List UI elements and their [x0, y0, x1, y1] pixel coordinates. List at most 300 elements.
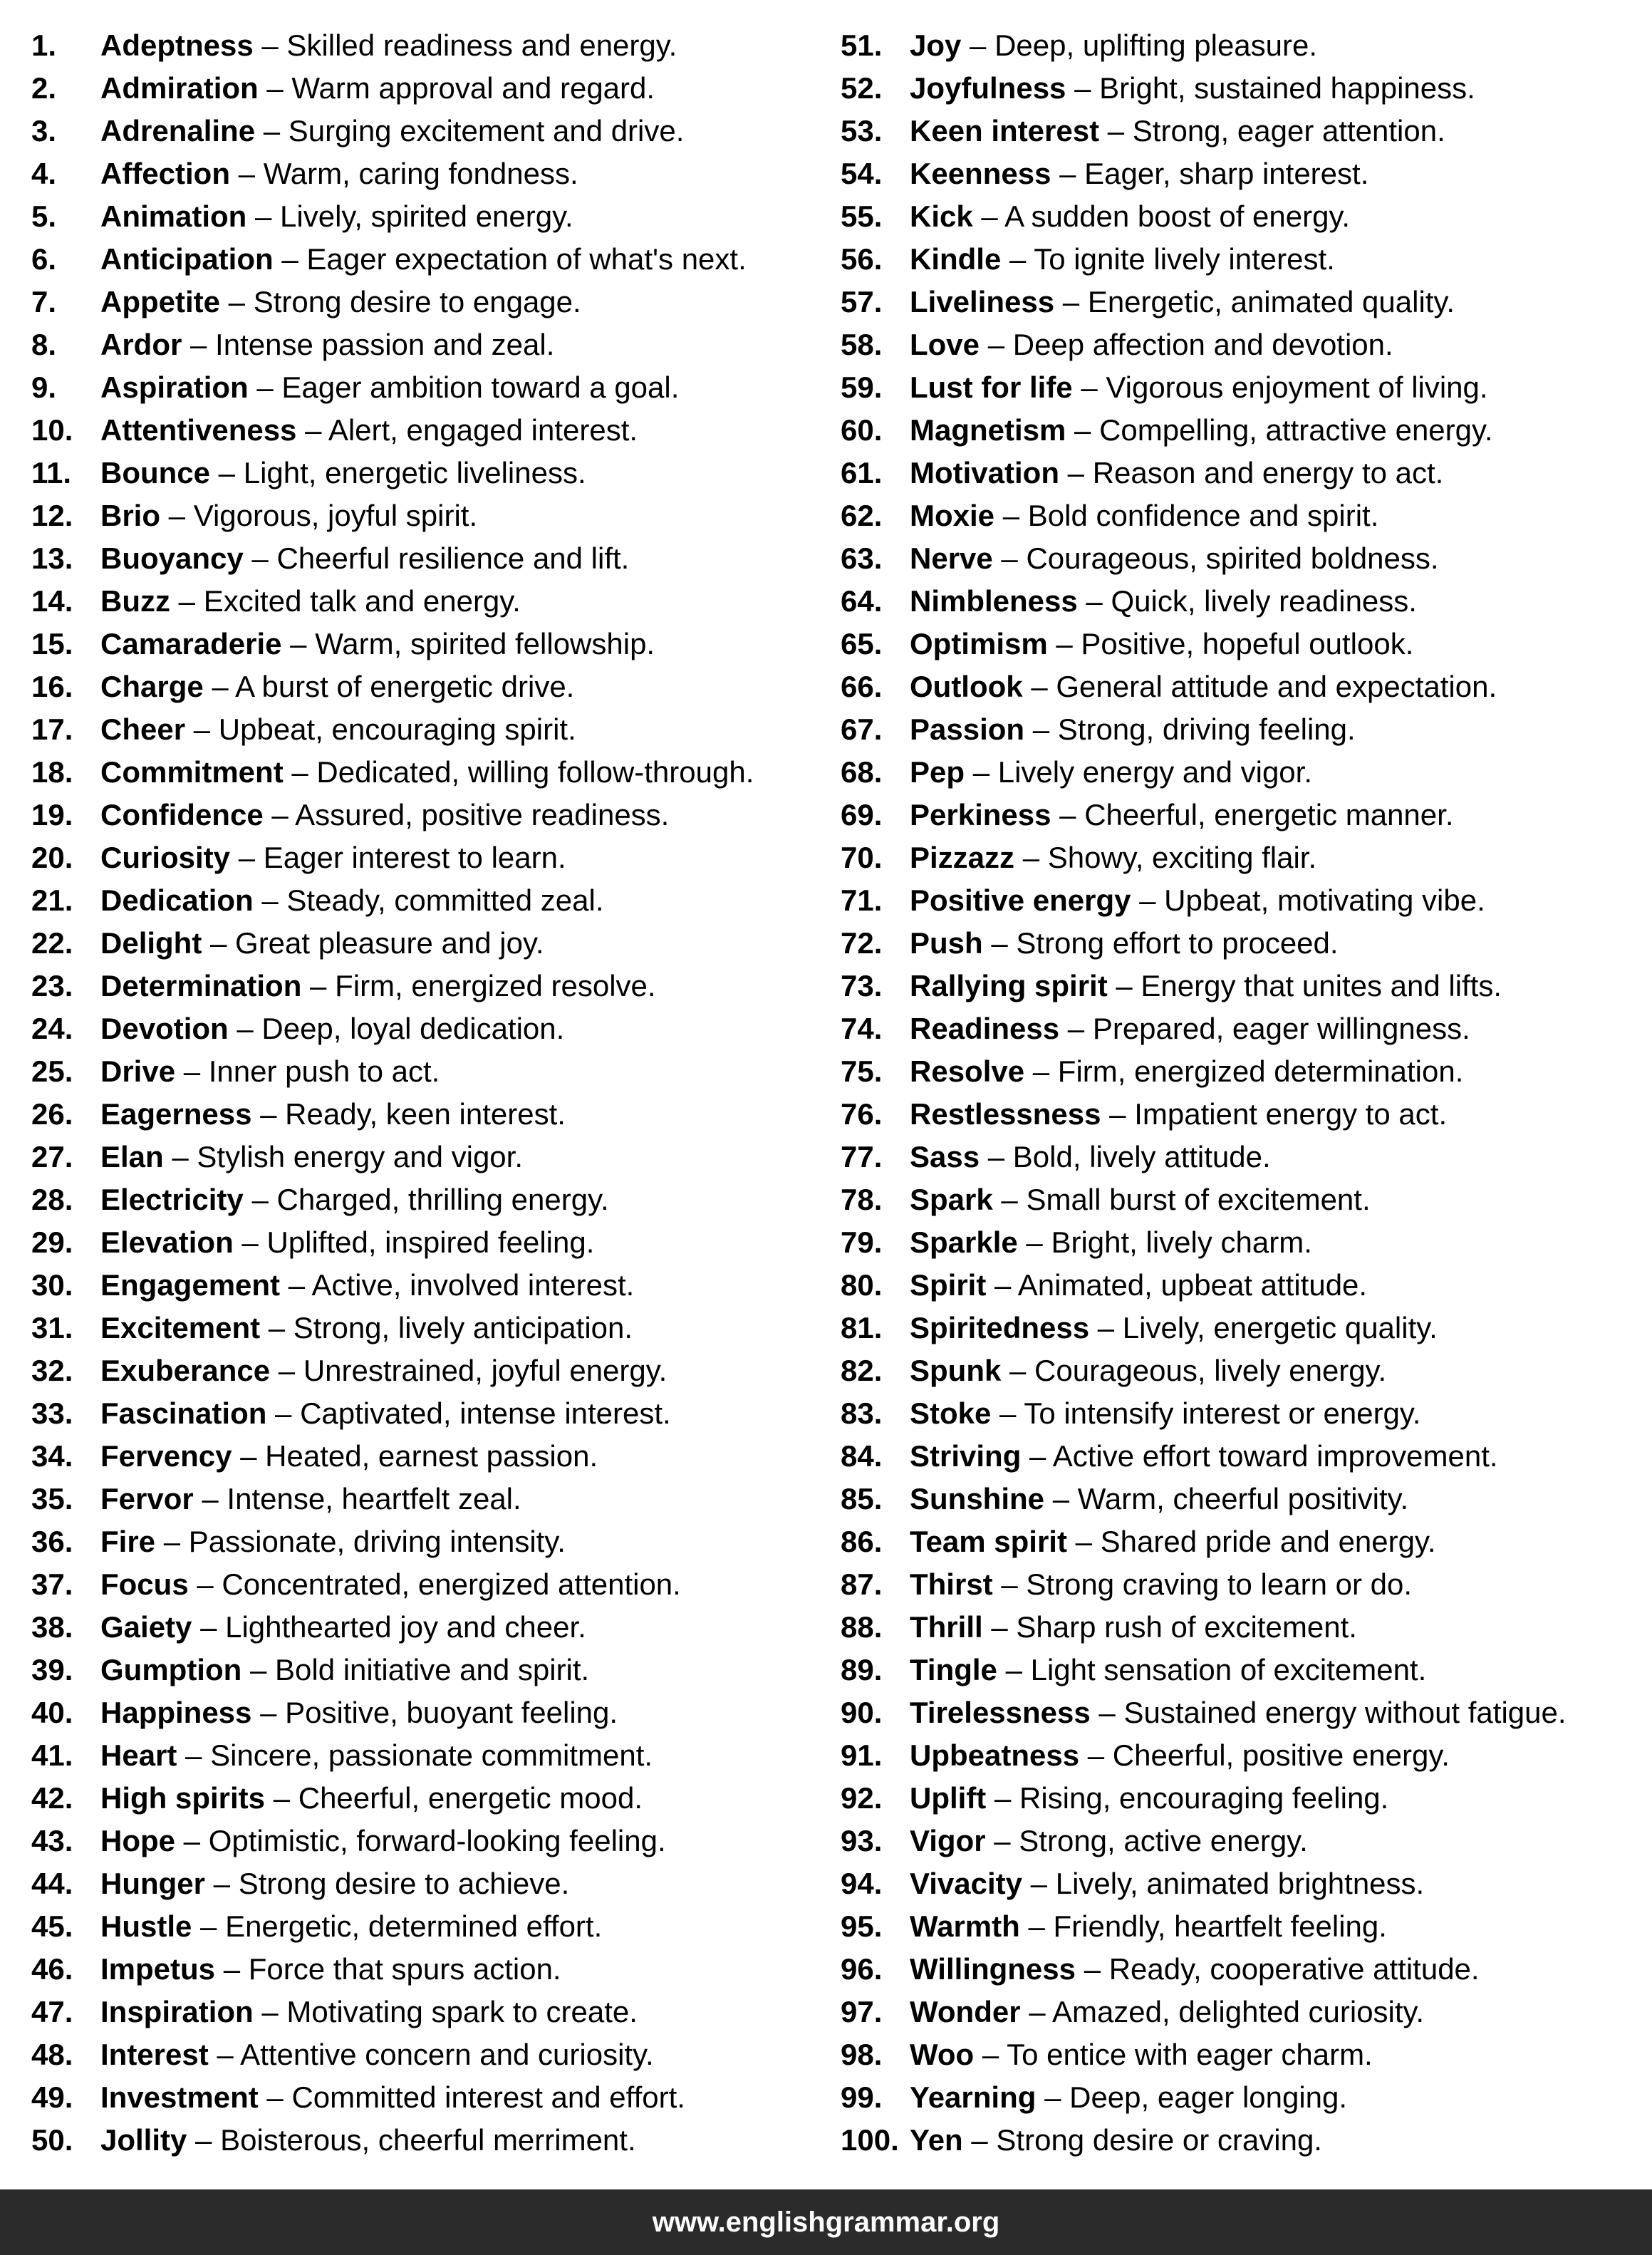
item-definition: Strong craving to learn or do.: [1026, 1567, 1413, 1601]
item-term: Happiness: [100, 1696, 252, 1729]
item-separator: –: [193, 1482, 227, 1515]
list-item: [31, 366, 836, 409]
item-term: Pep: [910, 755, 965, 789]
item-number: 22.: [31, 926, 73, 960]
list-item: [841, 1563, 1652, 1606]
item-text: [910, 1734, 1450, 1777]
item-number: 14.: [31, 584, 73, 618]
item-text: [100, 708, 576, 751]
item-number: 63.: [841, 541, 883, 575]
item-separator: –: [228, 1012, 262, 1045]
item-separator: –: [1059, 1012, 1093, 1045]
list-item: [31, 152, 836, 195]
item-number: 24.: [31, 1012, 73, 1045]
list-item: [841, 2119, 1652, 2162]
item-definition: Heated, earnest passion.: [265, 1439, 598, 1473]
item-text: [100, 152, 578, 195]
item-definition: Active, involved interest.: [311, 1268, 635, 1302]
item-term: Willingness: [910, 1952, 1076, 1986]
list-item: [841, 238, 1652, 281]
item-definition: Cheerful, energetic manner.: [1084, 798, 1454, 831]
item-definition: Friendly, heartfelt feeling.: [1053, 1909, 1387, 1943]
item-number: 4.: [31, 157, 57, 190]
item-text: [910, 751, 1312, 794]
item-definition: Lively, animated brightness.: [1055, 1867, 1425, 1900]
list-item: [31, 1392, 836, 1435]
item-definition: Rising, encouraging feeling.: [1019, 1781, 1389, 1815]
item-text: [910, 409, 1493, 452]
item-number: 77.: [841, 1140, 883, 1173]
item-text: [910, 1435, 1498, 1478]
list-item: [841, 152, 1652, 195]
item-term: Woo: [910, 2038, 975, 2071]
item-definition: Firm, energized resolve.: [335, 969, 656, 1002]
item-term: Bounce: [100, 456, 211, 489]
item-term: Kindle: [910, 242, 1002, 276]
item-text: [100, 1948, 561, 1991]
item-number: 62.: [841, 499, 883, 532]
item-text: [910, 922, 1339, 965]
item-definition: Courageous, spirited boldness.: [1026, 541, 1439, 575]
item-text: [100, 494, 477, 537]
item-text: [910, 238, 1335, 281]
item-separator: –: [281, 627, 316, 660]
item-term: Affection: [100, 157, 230, 190]
item-text: [910, 1606, 1357, 1649]
item-number: 87.: [841, 1567, 883, 1601]
item-separator: –: [982, 926, 1017, 960]
item-text: [100, 1905, 602, 1948]
item-number: 1.: [31, 28, 57, 62]
item-number: 76.: [841, 1097, 883, 1131]
item-separator: –: [177, 1738, 211, 1772]
item-separator: –: [1051, 157, 1085, 190]
item-text: [910, 965, 1502, 1007]
item-number: 42.: [31, 1781, 73, 1815]
item-definition: Stylish energy and vigor.: [197, 1140, 523, 1173]
item-separator: –: [263, 798, 296, 831]
item-text: [910, 2033, 1373, 2076]
item-text: [910, 537, 1439, 580]
item-text: [910, 1691, 1567, 1734]
item-number: 52.: [841, 71, 883, 105]
item-definition: Courageous, lively energy.: [1034, 1354, 1387, 1387]
item-separator: –: [980, 1140, 1013, 1173]
item-term: Kick: [910, 199, 973, 233]
item-term: Warmth: [910, 1909, 1020, 1943]
item-text: [910, 1349, 1386, 1392]
item-definition: Eager expectation of what's next.: [306, 242, 747, 276]
item-separator: –: [1054, 285, 1088, 318]
item-text: [910, 1093, 1447, 1136]
item-term: High spirits: [100, 1781, 266, 1815]
item-definition: Eager ambition toward a goal.: [281, 370, 680, 404]
item-definition: Shared pride and energy.: [1100, 1525, 1436, 1558]
list-item: [841, 67, 1652, 110]
item-text: [100, 1349, 667, 1392]
item-text: [910, 1991, 1424, 2033]
item-term: Tingle: [910, 1653, 997, 1686]
item-number: 34.: [31, 1439, 73, 1473]
list-item: [841, 366, 1652, 409]
item-separator: –: [255, 114, 289, 147]
item-separator: –: [175, 1054, 209, 1088]
item-separator: –: [248, 370, 282, 404]
item-number: 5.: [31, 199, 57, 233]
item-definition: Deep, uplifting pleasure.: [994, 28, 1318, 62]
item-definition: Positive, hopeful outlook.: [1081, 627, 1414, 660]
item-term: Nimbleness: [910, 584, 1078, 618]
item-number: 27.: [31, 1140, 73, 1173]
item-separator: –: [992, 541, 1027, 575]
item-separator: –: [1051, 798, 1085, 831]
item-text: [100, 1478, 521, 1520]
item-term: Vigor: [910, 1824, 986, 1857]
item-term: Fascination: [100, 1396, 267, 1430]
item-number: 17.: [31, 712, 73, 746]
list-item: [31, 452, 836, 494]
item-text: [910, 366, 1488, 409]
item-definition: Alert, engaged interest.: [328, 413, 638, 447]
item-term: Pizzazz: [910, 841, 1015, 874]
item-term: Drive: [100, 1054, 176, 1088]
item-definition: Prepared, eager willingness.: [1092, 1012, 1470, 1045]
item-number: 50.: [31, 2123, 73, 2157]
item-number: 16.: [31, 670, 73, 703]
item-text: [100, 1307, 633, 1349]
item-definition: Bright, lively charm.: [1051, 1225, 1312, 1259]
item-separator: –: [301, 969, 336, 1002]
item-separator: –: [1020, 1995, 1052, 2028]
item-definition: Sharp rush of excitement.: [1016, 1610, 1357, 1644]
list-item: [841, 1777, 1652, 1820]
item-number: 39.: [31, 1653, 73, 1686]
item-number: 97.: [841, 1995, 883, 2028]
item-term: Determination: [100, 969, 302, 1002]
item-term: Hunger: [100, 1867, 205, 1900]
item-number: 85.: [841, 1482, 883, 1515]
item-term: Joy: [910, 28, 962, 62]
item-number: 6.: [31, 242, 57, 276]
item-term: Hope: [100, 1824, 175, 1857]
item-definition: Energy that unites and lifts.: [1141, 969, 1502, 1002]
item-term: Admiration: [100, 71, 259, 105]
item-term: Lust for life: [910, 370, 1073, 404]
item-term: Buzz: [100, 584, 170, 618]
item-number: 15.: [31, 627, 73, 660]
item-number: 40.: [31, 1696, 73, 1729]
item-definition: Deep affection and devotion.: [1012, 328, 1393, 361]
item-term: Attentiveness: [100, 413, 297, 447]
item-definition: Light sensation of excitement.: [1030, 1653, 1427, 1686]
list-item: [841, 195, 1652, 238]
list-item: [841, 965, 1652, 1007]
item-term: Spiritedness: [910, 1311, 1090, 1344]
item-definition: Firm, energized determination.: [1057, 1054, 1464, 1088]
item-separator: –: [1066, 1525, 1101, 1558]
item-term: Passion: [910, 712, 1025, 746]
item-number: 61.: [841, 456, 883, 489]
item-number: 56.: [841, 242, 883, 276]
item-number: 64.: [841, 584, 883, 618]
list-item: [841, 1050, 1652, 1093]
item-term: Eagerness: [100, 1097, 252, 1131]
item-separator: –: [986, 1781, 1019, 1815]
item-term: Elan: [100, 1140, 164, 1173]
list-item: [31, 1991, 836, 2033]
item-number: 38.: [31, 1610, 73, 1644]
item-separator: –: [230, 157, 264, 190]
list-item: [841, 2076, 1652, 2119]
item-text: [910, 2076, 1347, 2119]
item-definition: Strong desire to achieve.: [238, 1867, 570, 1900]
item-definition: Compelling, attractive energy.: [1099, 413, 1493, 447]
item-separator: –: [994, 499, 1028, 532]
item-separator: –: [1036, 2080, 1070, 2114]
item-definition: Force that spurs action.: [248, 1952, 561, 1986]
list-item: [31, 1649, 836, 1691]
item-separator: –: [265, 1781, 298, 1815]
list-item: [31, 1905, 836, 1948]
item-term: Interest: [100, 2038, 209, 2071]
list-item: [31, 1307, 836, 1349]
footer-url: www.englishgrammar.org: [0, 2189, 1652, 2255]
item-term: Excitement: [100, 1311, 261, 1344]
item-number: 81.: [841, 1311, 883, 1344]
item-term: Adrenaline: [100, 114, 256, 147]
item-separator: –: [1019, 1909, 1054, 1943]
item-text: [910, 1221, 1312, 1264]
item-separator: –: [1022, 670, 1056, 703]
item-number: 86.: [841, 1525, 883, 1558]
item-number: 69.: [841, 798, 883, 831]
item-number: 99.: [841, 2080, 883, 2114]
item-number: 93.: [841, 1824, 883, 1857]
item-separator: –: [1072, 370, 1106, 404]
list-item: [31, 708, 836, 751]
item-number: 94.: [841, 1867, 883, 1900]
item-number: 53.: [841, 114, 883, 147]
item-separator: –: [965, 755, 998, 789]
item-term: Restlessness: [910, 1097, 1101, 1131]
item-separator: –: [230, 841, 264, 874]
item-separator: –: [188, 1567, 222, 1601]
item-separator: –: [266, 1396, 301, 1430]
item-definition: To ignite lively interest.: [1034, 242, 1335, 276]
list-item: [841, 708, 1652, 751]
item-definition: Committed interest and effort.: [291, 2080, 685, 2114]
item-number: 18.: [31, 755, 73, 789]
item-term: Fervency: [100, 1439, 232, 1473]
item-term: Fervor: [100, 1482, 194, 1515]
list-item: [841, 1307, 1652, 1349]
list-item: [31, 751, 836, 794]
item-separator: –: [1066, 413, 1100, 447]
list-item: [31, 1478, 836, 1520]
item-definition: Boisterous, cheerful merriment.: [220, 2123, 636, 2157]
item-definition: Unrestrained, joyful energy.: [303, 1354, 667, 1387]
item-term: Rallying spirit: [910, 969, 1108, 1002]
item-separator: –: [246, 199, 281, 233]
item-definition: Ready, keen interest.: [285, 1097, 566, 1131]
item-text: [100, 623, 655, 665]
item-text: [100, 24, 677, 67]
item-number: 54.: [841, 157, 883, 190]
list-item: [31, 110, 836, 152]
item-number: 46.: [31, 1952, 73, 1986]
item-term: Inspiration: [100, 1995, 254, 2028]
item-number: 73.: [841, 969, 883, 1002]
list-item: [841, 1649, 1652, 1691]
item-definition: Attentive concern and curiosity.: [240, 2038, 654, 2071]
item-text: [100, 537, 629, 580]
item-separator: –: [260, 1311, 293, 1344]
item-number: 91.: [841, 1738, 883, 1772]
item-definition: Strong, lively anticipation.: [293, 1311, 633, 1344]
list-item: [841, 1734, 1652, 1777]
item-separator: –: [1077, 584, 1111, 618]
item-definition: Optimistic, forward-looking feeling.: [208, 1824, 666, 1857]
item-term: Animation: [100, 199, 247, 233]
item-separator: –: [980, 328, 1013, 361]
item-separator: –: [1001, 242, 1034, 276]
list-item: [841, 1136, 1652, 1178]
item-term: Dedication: [100, 883, 254, 917]
item-definition: Concentrated, energized attention.: [222, 1567, 681, 1601]
item-definition: Lively, spirited energy.: [280, 199, 573, 233]
list-item: [31, 2076, 836, 2119]
item-text: [910, 1136, 1271, 1178]
item-term: Adeptness: [100, 28, 254, 62]
item-separator: –: [253, 1995, 287, 2028]
item-definition: Eager, sharp interest.: [1084, 157, 1369, 190]
item-separator: –: [251, 1696, 286, 1729]
item-definition: Strong, eager attention.: [1132, 114, 1445, 147]
item-number: 71.: [841, 883, 883, 917]
item-definition: Impatient energy to act.: [1134, 1097, 1448, 1131]
item-term: Perkiness: [910, 798, 1051, 831]
item-definition: Assured, positive readiness.: [295, 798, 670, 831]
item-number: 33.: [31, 1396, 73, 1430]
item-number: 30.: [31, 1268, 73, 1302]
item-term: Fire: [100, 1525, 156, 1558]
item-number: 65.: [841, 627, 883, 660]
item-separator: –: [986, 1268, 1018, 1302]
list-item: [31, 1520, 836, 1563]
item-text: [910, 281, 1455, 323]
list-item: [31, 281, 836, 323]
item-number: 44.: [31, 1867, 73, 1900]
item-definition: Quick, lively readiness.: [1111, 584, 1417, 618]
item-separator: –: [296, 413, 328, 447]
item-separator: –: [1017, 1225, 1051, 1259]
list-item: [31, 323, 836, 366]
item-text: [100, 1734, 653, 1777]
list-item: [31, 1221, 836, 1264]
item-text: [100, 281, 581, 323]
item-term: Liveliness: [910, 285, 1055, 318]
item-text: [100, 836, 566, 879]
item-number: 43.: [31, 1824, 73, 1857]
item-number: 11.: [31, 456, 72, 489]
item-definition: Cheerful, energetic mood.: [298, 1781, 643, 1815]
item-term: Heart: [100, 1738, 177, 1772]
item-separator: –: [1066, 71, 1100, 105]
item-text: [910, 1777, 1388, 1820]
item-definition: Strong desire or craving.: [996, 2123, 1322, 2157]
item-term: Positive energy: [910, 883, 1131, 917]
item-separator: –: [241, 1653, 275, 1686]
item-term: Wonder: [910, 1995, 1021, 2028]
item-number: 74.: [841, 1012, 883, 1045]
list-item: [31, 1691, 836, 1734]
item-separator: –: [1076, 1952, 1109, 1986]
item-definition: Intense, heartfelt zeal.: [227, 1482, 521, 1515]
list-item: [31, 922, 836, 965]
item-definition: Reason and energy to act.: [1092, 456, 1444, 489]
item-separator: –: [155, 1525, 189, 1558]
item-definition: Captivated, intense interest.: [300, 1396, 671, 1430]
item-text: [100, 922, 544, 965]
item-term: Yearning: [910, 2080, 1037, 2114]
item-separator: –: [215, 1952, 249, 1986]
list-item: [841, 1862, 1652, 1905]
item-separator: –: [205, 1867, 239, 1900]
item-term: Keenness: [910, 157, 1051, 190]
item-text: [100, 1777, 643, 1820]
item-number: 12.: [31, 499, 73, 532]
item-separator: –: [1024, 1054, 1058, 1088]
item-number: 60.: [841, 413, 883, 447]
item-text: [100, 751, 754, 794]
list-item: [31, 623, 836, 665]
item-number: 90.: [841, 1696, 883, 1729]
list-item: [31, 1606, 836, 1649]
item-term: Cheer: [100, 712, 186, 746]
item-term: Resolve: [910, 1054, 1025, 1088]
item-number: 92.: [841, 1781, 883, 1815]
item-text: [100, 965, 656, 1007]
item-text: [100, 1862, 569, 1905]
item-number: 41.: [31, 1738, 73, 1772]
item-definition: Eager interest to learn.: [263, 841, 566, 874]
item-text: [100, 665, 574, 708]
item-text: [100, 1563, 681, 1606]
item-definition: Warm, spirited fellowship.: [315, 627, 655, 660]
item-definition: Dedicated, willing follow-through.: [316, 755, 754, 789]
item-number: 3.: [31, 114, 57, 147]
item-text: [910, 1264, 1367, 1307]
item-number: 8.: [31, 328, 57, 361]
list-item: [31, 1820, 836, 1862]
item-definition: Strong effort to proceed.: [1016, 926, 1339, 960]
item-number: 67.: [841, 712, 883, 746]
list-item: [841, 1991, 1652, 2033]
item-text: [100, 409, 638, 452]
list-item: [31, 2119, 836, 2162]
item-definition: To entice with eager charm.: [1007, 2038, 1373, 2071]
item-term: Moxie: [910, 499, 995, 532]
item-definition: Upbeat, encouraging spirit.: [218, 712, 576, 746]
item-number: 98.: [841, 2038, 883, 2071]
item-separator: –: [982, 1610, 1017, 1644]
list-item: [31, 1777, 836, 1820]
item-text: [910, 879, 1485, 922]
item-number: 95.: [841, 1909, 883, 1943]
item-separator: –: [1059, 456, 1093, 489]
item-separator: –: [1099, 114, 1133, 147]
item-term: Appetite: [100, 285, 220, 318]
